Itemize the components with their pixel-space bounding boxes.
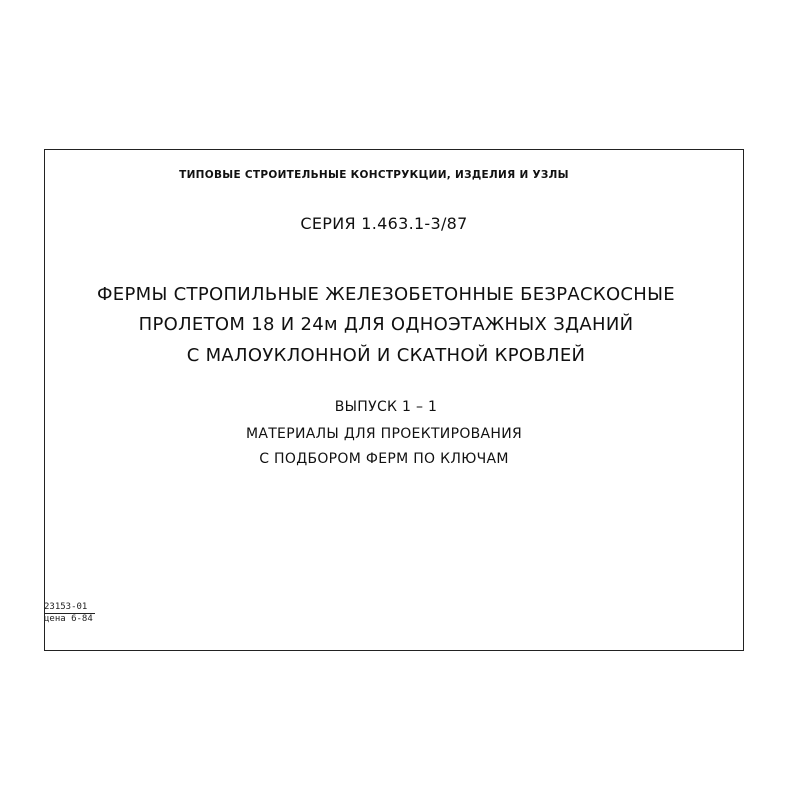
subtitle-line-2: С ПОДБОРОМ ФЕРМ ПО КЛЮЧАМ (259, 451, 509, 467)
price-label: цена 6-84 (44, 614, 93, 624)
series-number: СЕРИЯ 1.463.1-3/87 (300, 214, 468, 233)
subtitle-line-1: МАТЕРИАЛЫ ДЛЯ ПРОЕКТИРОВАНИЯ (245, 426, 523, 442)
catalog-code-block (44, 602, 95, 625)
title-line-3: С МАЛОУКЛОННОЙ И СКАТНОЙ КРОВЛЕЙ (186, 345, 586, 366)
collection-heading: ТИПОВЫЕ СТРОИТЕЛЬНЫЕ КОНСТРУКЦИИ, ИЗДЕЛИЯ И УЗЛЫ (179, 169, 569, 181)
title-line-2: ПРОЛЕТОМ 18 И 24м ДЛЯ ОДНОЭТАЖНЫХ ЗДАНИЙ (138, 314, 634, 335)
title-line-1: ФЕРМЫ СТРОПИЛЬНЫЕ ЖЕЛЕЗОБЕТОННЫЕ БЕЗРАСКОСНЫЕ (97, 284, 675, 305)
catalog-code: 23153-01 (44, 602, 95, 614)
issue-number: ВЫПУСК 1 – 1 (334, 399, 438, 415)
